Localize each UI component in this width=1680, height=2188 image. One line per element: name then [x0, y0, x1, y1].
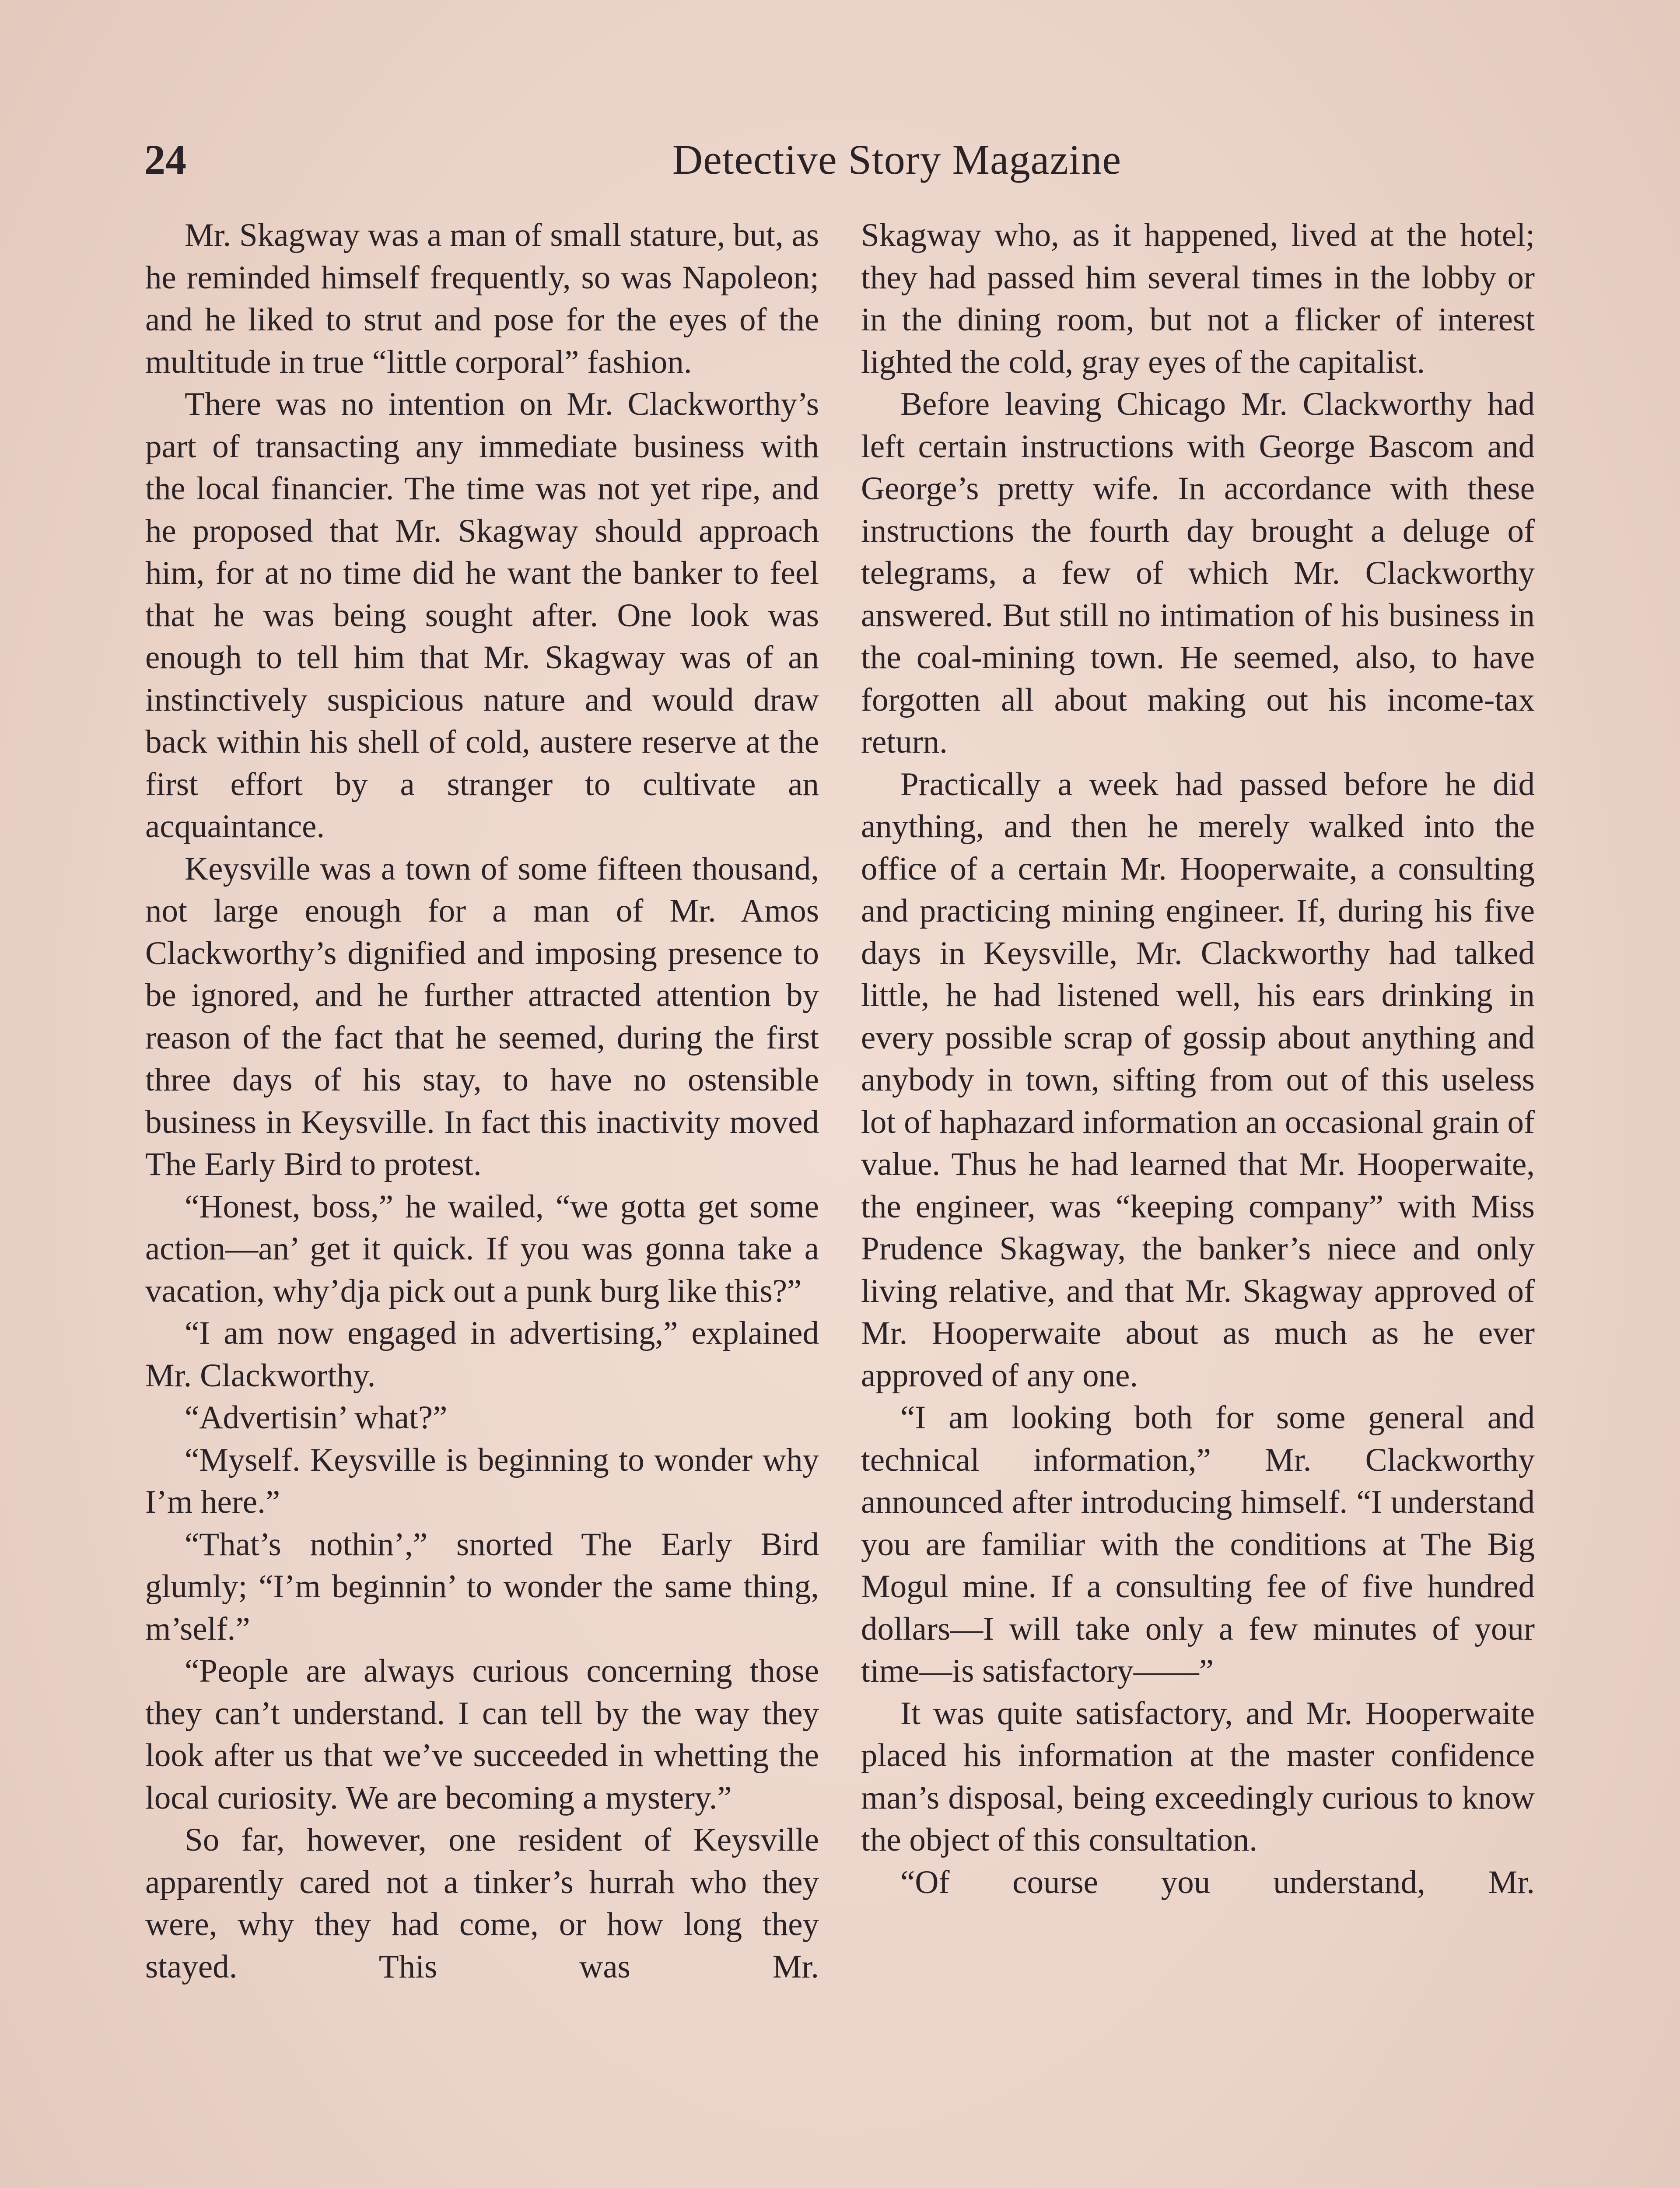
paragraph: “People are always curious concerning those they can’t understand. I can tell by the way they look after us that we’ve succeeded in whetting the local curiosity. We are becoming a mystery.”: [145, 1653, 819, 1816]
paragraph: There was no intention on Mr. Clackworthy’s part of transacting any immediate business with the local financier. The time was not yet ripe, and he proposed that Mr. Skagway should approach him, for at no time did he want the banker to feel that he was being sought after. One look was enough to tell him that Mr. Skagway was of an instinctively suspicious nature and would draw back within his shell of cold, austere reserve at the first effort by a stranger to cultivate an acquaintance.: [145, 386, 819, 845]
paragraph: “That’s nothin’,” snorted The Early Bird glumly; “I’m beginnin’ to wonder the same thing, m’self.”: [145, 1526, 819, 1647]
paragraph: It was quite satisfactory, and Mr. Hooperwaite placed his information at the master confidence man’s disposal, being exceedingly curious to know the object of this consultation.: [861, 1695, 1535, 1858]
paragraph: Before leaving Chicago Mr. Clackworthy had left certain instructions with George Bascom and George’s pretty wife. In accordance with these instructions the fourth day brought a deluge of telegrams, a few of which Mr. Clackworthy answered. But still no intimation of his business in the coal-mining town. He seemed, also, to have forgotten all about making out his income-tax return.: [861, 386, 1535, 760]
paragraph: “Of course you understand, Mr.: [900, 1864, 1535, 1900]
right-column: [861, 214, 1535, 1904]
paragraph: Keysville was a town of some fifteen thousand, not large enough for a man of Mr. Amos Clackworthy’s dignified and imposing presence to be ignored, and he further attracted attention by reason of the fact that he seemed, during the first three days of his stay, to have no ostensible business in Keysville. In fact this inactivity moved The Early Bird to protest.: [145, 850, 819, 1182]
page-header: [144, 129, 1536, 190]
paragraph: Practically a week had passed before he did anything, and then he merely walked into the office of a certain Mr. Hooperwaite, a consulting and practicing mining engineer. If, during his five days in Keysville, Mr. Clackworthy had talked little, he had listened well, his ears drinking in every possible scrap of gossip about anything and anybody in town, sifting from out of this useless lot of haphazard information an occasional grain of value. Thus he had learned that Mr. Hooperwaite, the engineer, was “keeping company” with Miss Prudence Skagway, the banker’s niece and only living relative, and that Mr. Skagway approved of Mr. Hooperwaite about as much as he ever approved of any one.: [861, 766, 1535, 1394]
paragraph: “Advertisin’ what?”: [185, 1399, 448, 1436]
paragraph: “Myself. Keysville is beginning to wonder why I’m here.”: [145, 1441, 819, 1520]
page-number: 24: [144, 136, 186, 183]
paragraph: “Honest, boss,” he wailed, “we gotta get some action—an’ get it quick. If you was gonna take a vacation, why’dja pick out a punk burg like this?”: [145, 1188, 819, 1309]
paragraph: Mr. Skagway was a man of small stature, but, as he reminded himself frequently, so was Napoleon; and he liked to strut and pose for the eyes of the multitude in true “little corporal” fashion.: [145, 217, 819, 380]
paragraph: So far, however, one resident of Keysville apparently cared not a tinker’s hurrah who they were, why they had come, or how long they stayed. This was Mr.: [145, 1822, 819, 1985]
paragraph: “I am now engaged in advertising,” explained Mr. Clackworthy.: [145, 1315, 819, 1394]
running-head: Detective Story Magazine: [672, 136, 1122, 183]
paragraph: “I am looking both for some general and technical information,” Mr. Clackworthy announced after introducing himself. “I understand you are familiar with the conditions at The Big Mogul mine. If a consulting fee of five hundred dollars—I will take only a few minutes of your time—is satisfactory——”: [861, 1399, 1535, 1689]
left-column: [145, 214, 819, 1988]
paragraph: Skagway who, as it happened, lived at the hotel; they had passed him several times in the lobby or in the dining room, but not a flicker of interest lighted the cold, gray eyes of the capitalist.: [861, 217, 1535, 380]
